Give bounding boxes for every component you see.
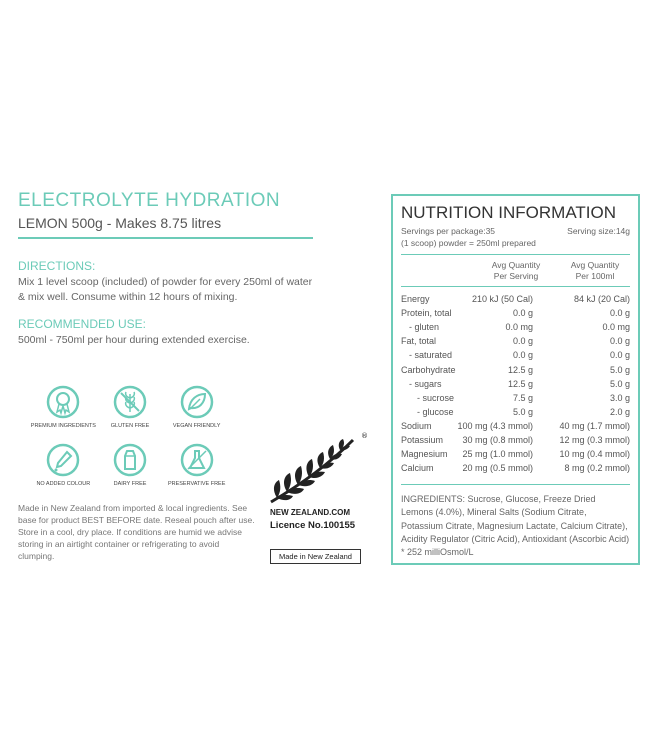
feature-dairy-free: [97, 443, 164, 487]
value-per-100ml: 10 mg (0.4 mmol): [559, 449, 630, 460]
nutrient-name: - gluten: [409, 322, 440, 333]
storage-info: Made in New Zealand from imported & local ingredients. See base for product BEST BEFORE date. Reseal pouch after use. Store in a cool, dry place. If conditions are humid we advise storing in an airtight container or refrigerating to avoid clumping.: [18, 503, 255, 561]
value-per-serving: 0.0 g: [512, 336, 533, 347]
nz-website: NEW ZEALAND.COM: [270, 508, 350, 517]
value-per-100ml: 0.0 g: [609, 336, 630, 347]
nutrient-name: Fat, total: [401, 336, 437, 347]
feature-label: DAIRY FREE: [113, 481, 147, 487]
feature-gluten-free: [97, 385, 164, 429]
made-in-badge: Made in New Zealand: [270, 549, 361, 564]
col-header-line: Per Serving: [493, 271, 539, 281]
nutrition-row: [401, 322, 630, 336]
value-per-100ml: 12 mg (0.3 mmol): [559, 435, 630, 445]
nutrition-row: [401, 393, 630, 407]
product-info: [18, 190, 318, 348]
col-header-per-serving: [481, 260, 551, 282]
no-colour-dropper-icon: [46, 443, 80, 477]
nutrition-row: [401, 294, 630, 308]
col-header-line: Avg Quantity: [491, 260, 541, 270]
value-per-100ml: 0.0 mg: [602, 322, 630, 333]
nutrient-name: Energy: [401, 294, 430, 304]
value-per-100ml: 84 kJ (20 Cal): [573, 294, 630, 304]
value-per-serving: 7.5 g: [512, 392, 533, 403]
feature-premium: [30, 385, 97, 429]
nutrition-row: [401, 421, 630, 435]
nutrient-name: Carbohydrate: [401, 364, 456, 375]
value-per-100ml: 5.0 g: [609, 378, 630, 389]
feature-vegan: [163, 385, 230, 429]
feature-label: VEGAN FRIENDLY: [172, 423, 221, 429]
vegan-leaf-icon: [180, 385, 214, 419]
value-per-100ml: 5.0 g: [609, 364, 630, 375]
feature-no-colour: [30, 443, 97, 487]
serving-size: Serving size:14g: [567, 226, 630, 236]
recommended-heading: RECOMMENDED USE:: [18, 317, 147, 331]
value-per-serving: 25 mg (1.0 mmol): [462, 449, 533, 460]
nutrient-name: - sugars: [409, 378, 442, 389]
value-per-serving: 210 kJ (50 Cal): [471, 294, 533, 304]
servings-line: [401, 226, 630, 236]
nutrient-name: - sucrose: [417, 392, 455, 403]
nutrition-row: [401, 365, 630, 379]
col-header-per-100ml: [560, 260, 630, 282]
divider: [401, 484, 630, 485]
nutrition-row: [401, 379, 630, 393]
recommended-text: 500ml - 750ml per hour during extended exercise.: [18, 334, 250, 346]
trademark-symbol: ®: [361, 432, 368, 440]
licence-number: Licence No.100155: [270, 520, 356, 531]
serving-note: (1 scoop) powder = 250ml prepared: [401, 238, 536, 248]
value-per-serving: 12.5 g: [507, 364, 533, 375]
nutrition-panel: [391, 194, 640, 565]
feature-label: PRESERVATIVE FREE: [167, 481, 226, 487]
value-per-100ml: 8 mg (0.2 mmol): [564, 463, 630, 474]
nutrient-name: Protein, total: [401, 308, 452, 319]
nutrient-name: - saturated: [409, 350, 453, 361]
value-per-serving: 0.0 mg: [505, 322, 533, 333]
premium-ribbon-icon: [46, 385, 80, 419]
directions-text: Mix 1 level scoop (included) of powder for every 250ml of water & mix well. Consume within 12 hours of mixing.: [18, 276, 313, 303]
silver-fern-icon: [265, 428, 375, 508]
value-per-serving: 0.0 g: [512, 308, 533, 319]
feature-label: PREMIUM INGREDIENTS: [30, 423, 96, 429]
nutrition-row: [401, 449, 630, 463]
directions-heading: DIRECTIONS:: [18, 259, 96, 273]
nutrition-row: [401, 350, 630, 364]
value-per-serving: 20 mg (0.5 mmol): [462, 463, 533, 474]
divider: [401, 286, 630, 287]
nutrition-row: [401, 463, 630, 477]
value-per-100ml: 0.0 g: [609, 308, 630, 319]
nutrient-name: Sodium: [401, 420, 432, 431]
value-per-100ml: 3.0 g: [609, 392, 630, 403]
value-per-serving: 12.5 g: [507, 378, 533, 389]
value-per-serving: 30 mg (0.8 mmol): [462, 435, 533, 445]
nutrient-name: Calcium: [401, 463, 434, 474]
servings-per-package: Servings per package:35: [401, 226, 496, 236]
nutrition-row: [401, 435, 630, 449]
col-header-line: Avg Quantity: [570, 260, 620, 270]
value-per-serving: 5.0 g: [512, 406, 533, 417]
dairy-free-carton-icon: [113, 443, 147, 477]
nutrition-title: NUTRITION INFORMATION: [401, 203, 616, 222]
nutrition-row: [401, 308, 630, 322]
feature-preservative-free: [163, 443, 230, 487]
divider: [401, 254, 630, 255]
nutrition-row: [401, 407, 630, 421]
nutrient-name: Potassium: [401, 435, 444, 445]
col-header-line: Per 100ml: [575, 271, 615, 281]
nutrient-name: - glucose: [417, 406, 454, 417]
preservative-free-flask-icon: [180, 443, 214, 477]
value-per-serving: 100 mg (4.3 mmol): [457, 420, 533, 431]
feature-label: GLUTEN FREE: [110, 423, 150, 429]
nutrition-row: [401, 336, 630, 350]
gluten-free-icon: [113, 385, 147, 419]
feature-icons: [30, 385, 230, 501]
nutrient-name: Magnesium: [401, 449, 448, 460]
product-title: ELECTROLYTE HYDRATION: [18, 190, 281, 211]
title-divider: [18, 237, 313, 239]
value-per-serving: 0.0 g: [512, 350, 533, 361]
ingredients-text: INGREDIENTS: Sucrose, Glucose, Freeze Dried Lemons (4.0%), Mineral Salts (Sodium Citrate, Potassium Citrate, Magnesium Lactate, Calcium Citrate), Acidity Regulator (Citric Acid), Antioxidant (Ascorbic Acid) * 252 milliOsmol/L: [401, 494, 630, 558]
value-per-100ml: 40 mg (1.7 mmol): [559, 420, 630, 431]
feature-label: NO ADDED COLOUR: [36, 481, 91, 487]
product-subtitle: LEMON 500g - Makes 8.75 litres: [18, 215, 222, 231]
value-per-100ml: 2.0 g: [609, 406, 630, 417]
value-per-100ml: 0.0 g: [609, 350, 630, 361]
